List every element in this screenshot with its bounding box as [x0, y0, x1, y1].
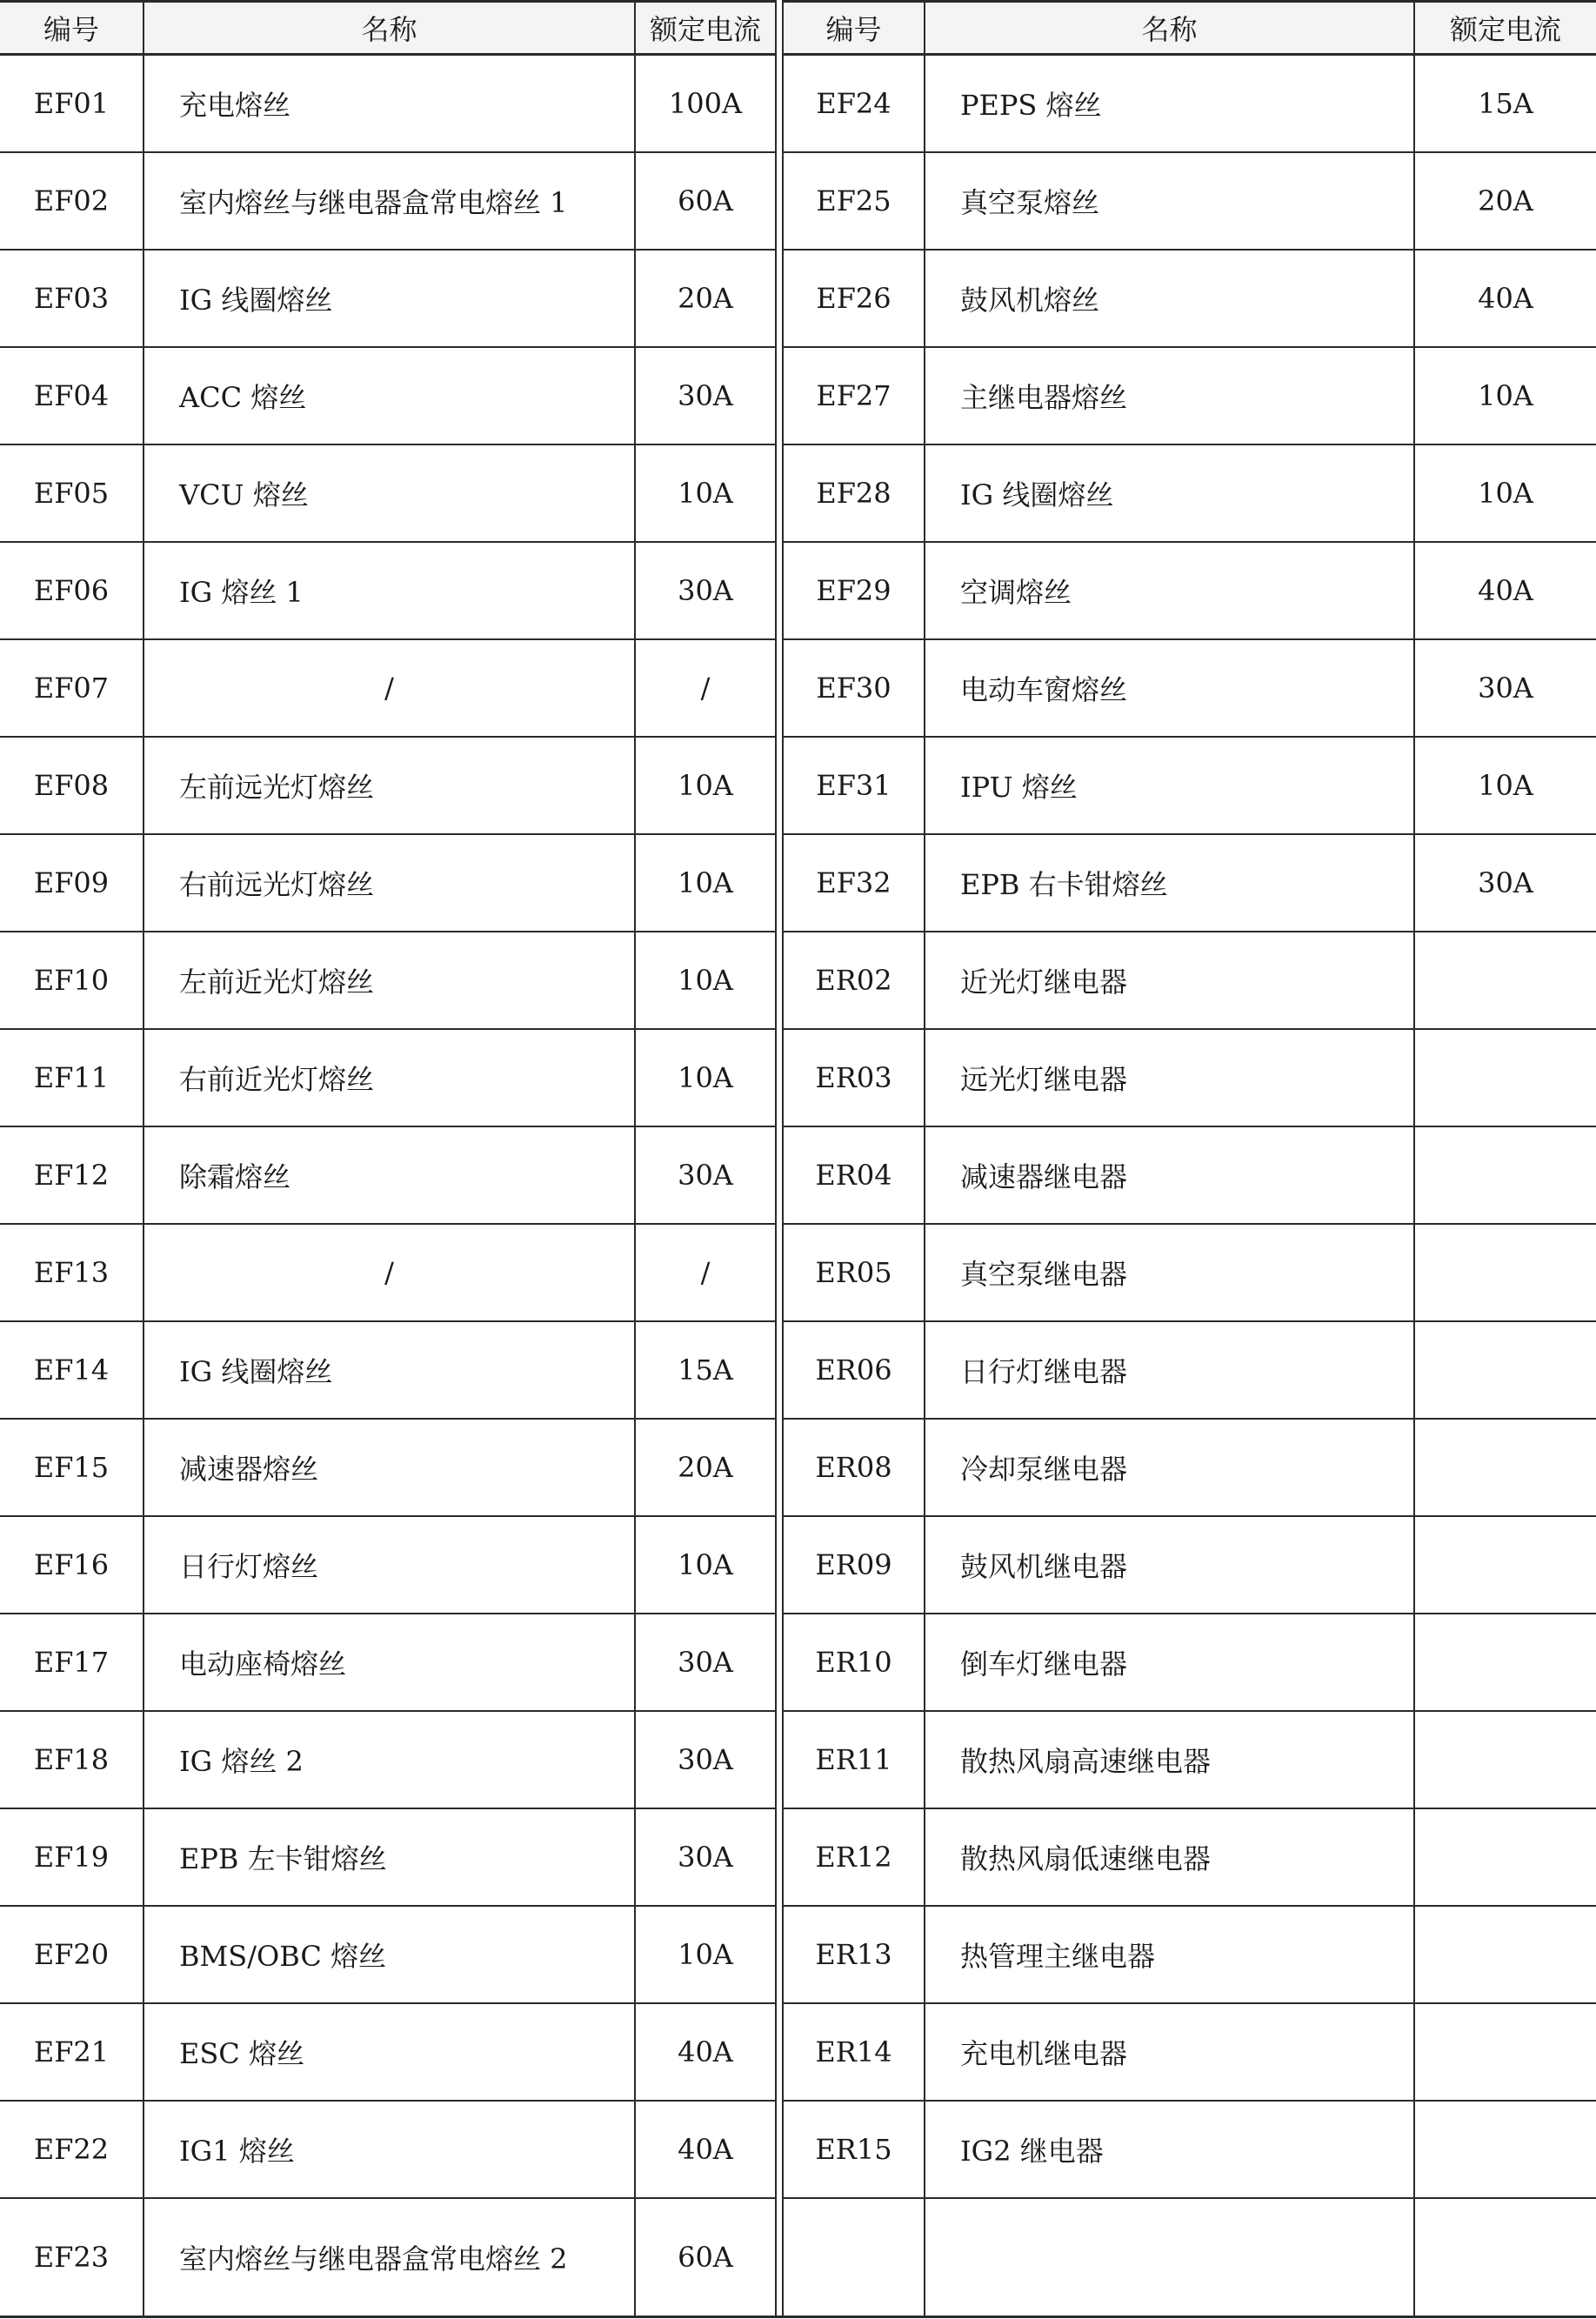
- fuse-name-left: 右前近光灯熔丝: [144, 1029, 635, 1126]
- column-gap: [776, 152, 783, 250]
- column-gap: [776, 1321, 783, 1419]
- rated-current-left: 10A: [635, 1516, 776, 1614]
- fuse-name-right: IPU 熔丝: [925, 737, 1414, 834]
- fuse-name-right: 鼓风机熔丝: [925, 250, 1414, 347]
- fuse-name-right: 倒车灯继电器: [925, 1614, 1414, 1711]
- rated-current-left: /: [635, 639, 776, 737]
- table-row: [0, 834, 1596, 932]
- fuse-name-left: 电动座椅熔丝: [144, 1614, 635, 1711]
- fuse-name-right: 近光灯继电器: [925, 932, 1414, 1029]
- fuse-name-left: IG 线圈熔丝: [144, 250, 635, 347]
- fuse-id-left: EF13: [0, 1224, 144, 1321]
- fuse-id-left: EF14: [0, 1321, 144, 1419]
- rated-current-left: 15A: [635, 1321, 776, 1419]
- rated-current-right: [1414, 1808, 1596, 1906]
- fuse-id-right: ER14: [783, 2003, 925, 2101]
- fuse-id-right: EF32: [783, 834, 925, 932]
- table-row: [0, 2101, 1596, 2198]
- rated-current-left: 10A: [635, 834, 776, 932]
- fuse-id-left: EF17: [0, 1614, 144, 1711]
- fuse-id-right: ER15: [783, 2101, 925, 2198]
- fuse-id-right: EF28: [783, 444, 925, 542]
- fuse-id-left: EF03: [0, 250, 144, 347]
- header-current-right: 额定电流: [1414, 2, 1596, 55]
- fuse-id-left: EF15: [0, 1419, 144, 1516]
- column-gap: [776, 737, 783, 834]
- fuse-id-right: ER09: [783, 1516, 925, 1614]
- rated-current-left: 30A: [635, 1808, 776, 1906]
- column-gap: [776, 2, 783, 55]
- fuse-name-right: 主继电器熔丝: [925, 347, 1414, 444]
- fuse-name-left: BMS/OBC 熔丝: [144, 1906, 635, 2003]
- fuse-id-left: EF01: [0, 55, 144, 153]
- rated-current-right: 30A: [1414, 834, 1596, 932]
- rated-current-right: 30A: [1414, 639, 1596, 737]
- table-row: [0, 1906, 1596, 2003]
- fuse-name-left: 减速器熔丝: [144, 1419, 635, 1516]
- fuse-id-right: ER04: [783, 1126, 925, 1224]
- fuse-id-left: EF11: [0, 1029, 144, 1126]
- fuse-id-left: EF12: [0, 1126, 144, 1224]
- column-gap: [776, 542, 783, 639]
- column-gap: [776, 1516, 783, 1614]
- fuse-id-right: [783, 2198, 925, 2317]
- table-row: [0, 250, 1596, 347]
- table-row: [0, 2198, 1596, 2317]
- column-gap: [776, 2003, 783, 2101]
- table-row: [0, 1321, 1596, 1419]
- rated-current-left: 20A: [635, 250, 776, 347]
- fuse-name-right: [925, 2198, 1414, 2317]
- fuse-name-right: 电动车窗熔丝: [925, 639, 1414, 737]
- fuse-name-left: 除霜熔丝: [144, 1126, 635, 1224]
- table-row: [0, 1419, 1596, 1516]
- column-gap: [776, 55, 783, 153]
- fuse-name-right: 真空泵熔丝: [925, 152, 1414, 250]
- fuse-name-left: IG1 熔丝: [144, 2101, 635, 2198]
- header-id-left: 编号: [0, 2, 144, 55]
- fuse-name-right: 远光灯继电器: [925, 1029, 1414, 1126]
- fuse-id-left: EF05: [0, 444, 144, 542]
- fuse-name-right: PEPS 熔丝: [925, 55, 1414, 153]
- fuse-name-left: IG 熔丝 1: [144, 542, 635, 639]
- table-row: [0, 1711, 1596, 1808]
- rated-current-left: 30A: [635, 1126, 776, 1224]
- table-row: [0, 2003, 1596, 2101]
- fuse-id-left: EF02: [0, 152, 144, 250]
- rated-current-left: 20A: [635, 1419, 776, 1516]
- fuse-id-left: EF20: [0, 1906, 144, 2003]
- fuse-name-right: 真空泵继电器: [925, 1224, 1414, 1321]
- fuse-id-right: ER03: [783, 1029, 925, 1126]
- header-id-right: 编号: [783, 2, 925, 55]
- fuse-name-left: 左前近光灯熔丝: [144, 932, 635, 1029]
- table-row: [0, 932, 1596, 1029]
- rated-current-left: 10A: [635, 1029, 776, 1126]
- rated-current-left: 30A: [635, 1711, 776, 1808]
- rated-current-right: [1414, 1906, 1596, 2003]
- fuse-name-left: IG 线圈熔丝: [144, 1321, 635, 1419]
- column-gap: [776, 932, 783, 1029]
- fuse-id-left: EF23: [0, 2198, 144, 2317]
- fuse-name-right: 热管理主继电器: [925, 1906, 1414, 2003]
- table-row: [0, 152, 1596, 250]
- fuse-name-left: 充电熔丝: [144, 55, 635, 153]
- table-row: [0, 737, 1596, 834]
- rated-current-left: 30A: [635, 542, 776, 639]
- fuse-id-right: ER13: [783, 1906, 925, 2003]
- rated-current-left: 10A: [635, 737, 776, 834]
- column-gap: [776, 1614, 783, 1711]
- column-gap: [776, 1906, 783, 2003]
- header-name-left: 名称: [144, 2, 635, 55]
- rated-current-right: [1414, 1711, 1596, 1808]
- fuse-name-right: EPB 右卡钳熔丝: [925, 834, 1414, 932]
- fuse-name-left: VCU 熔丝: [144, 444, 635, 542]
- rated-current-right: 10A: [1414, 347, 1596, 444]
- column-gap: [776, 444, 783, 542]
- fuse-id-left: EF10: [0, 932, 144, 1029]
- fuse-name-left: 右前远光灯熔丝: [144, 834, 635, 932]
- fuse-name-right: IG2 继电器: [925, 2101, 1414, 2198]
- fuse-id-left: EF09: [0, 834, 144, 932]
- fuse-id-left: EF19: [0, 1808, 144, 1906]
- column-gap: [776, 1419, 783, 1516]
- table-row: [0, 639, 1596, 737]
- fuse-name-right: 鼓风机继电器: [925, 1516, 1414, 1614]
- fuse-name-left: ACC 熔丝: [144, 347, 635, 444]
- fuse-id-right: EF26: [783, 250, 925, 347]
- fuse-name-right: 散热风扇低速继电器: [925, 1808, 1414, 1906]
- rated-current-right: [1414, 1224, 1596, 1321]
- table-row: [0, 347, 1596, 444]
- fuse-name-left: 室内熔丝与继电器盒常电熔丝 1: [144, 152, 635, 250]
- rated-current-right: [1414, 1029, 1596, 1126]
- fuse-id-right: ER02: [783, 932, 925, 1029]
- column-gap: [776, 2101, 783, 2198]
- table-row: [0, 1808, 1596, 1906]
- fuse-id-right: EF27: [783, 347, 925, 444]
- column-gap: [776, 1808, 783, 1906]
- rated-current-right: 40A: [1414, 250, 1596, 347]
- column-gap: [776, 1126, 783, 1224]
- fuse-id-left: EF06: [0, 542, 144, 639]
- rated-current-right: [1414, 2198, 1596, 2317]
- fuse-name-left: 日行灯熔丝: [144, 1516, 635, 1614]
- fuse-id-right: ER10: [783, 1614, 925, 1711]
- rated-current-left: 10A: [635, 932, 776, 1029]
- fuse-id-left: EF04: [0, 347, 144, 444]
- fuse-id-right: EF29: [783, 542, 925, 639]
- rated-current-right: [1414, 1614, 1596, 1711]
- rated-current-left: 30A: [635, 1614, 776, 1711]
- table-body: [0, 55, 1596, 2317]
- fuse-name-right: IG 线圈熔丝: [925, 444, 1414, 542]
- rated-current-right: [1414, 2003, 1596, 2101]
- fuse-id-right: ER08: [783, 1419, 925, 1516]
- rated-current-right: [1414, 2101, 1596, 2198]
- fuse-name-left: ESC 熔丝: [144, 2003, 635, 2101]
- rated-current-right: 10A: [1414, 737, 1596, 834]
- rated-current-right: [1414, 1126, 1596, 1224]
- fuse-id-right: EF24: [783, 55, 925, 153]
- column-gap: [776, 1711, 783, 1808]
- fuse-name-right: 充电机继电器: [925, 2003, 1414, 2101]
- rated-current-right: [1414, 1516, 1596, 1614]
- fuse-id-right: ER06: [783, 1321, 925, 1419]
- table-row: [0, 1126, 1596, 1224]
- rated-current-left: 30A: [635, 347, 776, 444]
- table-row: [0, 55, 1596, 153]
- column-gap: [776, 347, 783, 444]
- rated-current-left: 60A: [635, 2198, 776, 2317]
- rated-current-left: /: [635, 1224, 776, 1321]
- column-gap: [776, 2198, 783, 2317]
- fuse-name-left: /: [144, 639, 635, 737]
- rated-current-right: 10A: [1414, 444, 1596, 542]
- rated-current-right: 40A: [1414, 542, 1596, 639]
- column-gap: [776, 834, 783, 932]
- rated-current-right: 20A: [1414, 152, 1596, 250]
- fuse-id-right: ER11: [783, 1711, 925, 1808]
- fuse-name-right: 散热风扇高速继电器: [925, 1711, 1414, 1808]
- fuse-name-left: EPB 左卡钳熔丝: [144, 1808, 635, 1906]
- rated-current-left: 10A: [635, 444, 776, 542]
- fuse-name-left: /: [144, 1224, 635, 1321]
- fuse-name-right: 空调熔丝: [925, 542, 1414, 639]
- table-header-row: [0, 2, 1596, 55]
- fuse-name-left: IG 熔丝 2: [144, 1711, 635, 1808]
- fuse-id-right: ER05: [783, 1224, 925, 1321]
- fuse-id-right: EF31: [783, 737, 925, 834]
- fuse-id-left: EF22: [0, 2101, 144, 2198]
- table-row: [0, 1516, 1596, 1614]
- rated-current-right: 15A: [1414, 55, 1596, 153]
- fuse-id-right: EF30: [783, 639, 925, 737]
- fuse-id-right: ER12: [783, 1808, 925, 1906]
- fuse-name-left: 左前远光灯熔丝: [144, 737, 635, 834]
- fuse-id-right: EF25: [783, 152, 925, 250]
- fuse-name-right: 减速器继电器: [925, 1126, 1414, 1224]
- fuse-name-right: 日行灯继电器: [925, 1321, 1414, 1419]
- rated-current-left: 40A: [635, 2101, 776, 2198]
- rated-current-left: 60A: [635, 152, 776, 250]
- fuse-id-left: EF07: [0, 639, 144, 737]
- fuse-id-left: EF21: [0, 2003, 144, 2101]
- rated-current-left: 10A: [635, 1906, 776, 2003]
- column-gap: [776, 639, 783, 737]
- fuse-id-left: EF18: [0, 1711, 144, 1808]
- column-gap: [776, 250, 783, 347]
- fuse-id-left: EF16: [0, 1516, 144, 1614]
- table-row: [0, 1614, 1596, 1711]
- column-gap: [776, 1224, 783, 1321]
- fuse-name-right: 冷却泵继电器: [925, 1419, 1414, 1516]
- table-row: [0, 542, 1596, 639]
- header-current-left: 额定电流: [635, 2, 776, 55]
- rated-current-right: [1414, 932, 1596, 1029]
- fuse-id-left: EF08: [0, 737, 144, 834]
- header-name-right: 名称: [925, 2, 1414, 55]
- rated-current-right: [1414, 1321, 1596, 1419]
- table-row: [0, 1029, 1596, 1126]
- column-gap: [776, 1029, 783, 1126]
- table-row: [0, 444, 1596, 542]
- table-row: [0, 1224, 1596, 1321]
- fuse-name-left: 室内熔丝与继电器盒常电熔丝 2: [144, 2198, 635, 2317]
- rated-current-left: 40A: [635, 2003, 776, 2101]
- rated-current-left: 100A: [635, 55, 776, 153]
- rated-current-right: [1414, 1419, 1596, 1516]
